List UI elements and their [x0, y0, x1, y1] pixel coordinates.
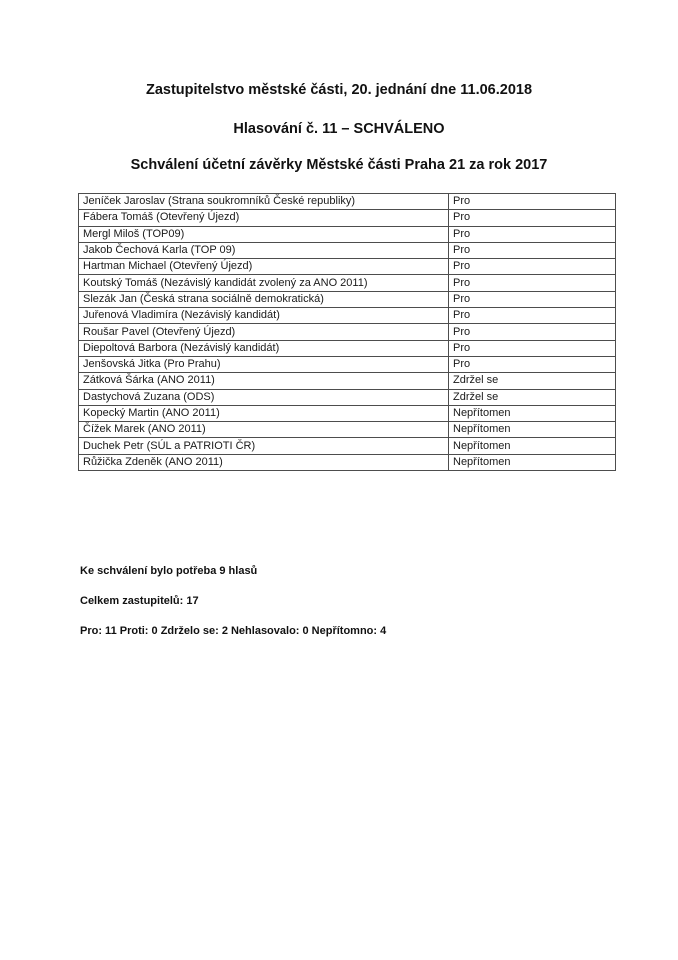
- table-row: [79, 194, 616, 210]
- member-name-cell: Mergl Miloš (TOP09): [79, 226, 449, 242]
- vote-table: [78, 193, 616, 471]
- vote-cell: Pro: [449, 275, 616, 291]
- vote-cell: Nepřítomen: [449, 438, 616, 454]
- vote-cell: Pro: [449, 210, 616, 226]
- member-name-cell: Hartman Michael (Otevřený Újezd): [79, 259, 449, 275]
- table-row: [79, 275, 616, 291]
- vote-cell: Pro: [449, 259, 616, 275]
- member-name-cell: Jeníček Jaroslav (Strana soukromníků České republiky): [79, 194, 449, 210]
- member-name-cell: Jakob Čechová Karla (TOP 09): [79, 242, 449, 258]
- required-votes-line: Ke schválení bylo potřeba 9 hlasů: [80, 565, 258, 577]
- vote-summary: [80, 565, 640, 655]
- vote-cell: Zdržel se: [449, 373, 616, 389]
- vote-cell: Pro: [449, 291, 616, 307]
- member-name-cell: Růžička Zdeněk (ANO 2011): [79, 454, 449, 470]
- vote-cell: Pro: [449, 340, 616, 356]
- table-row: [79, 389, 616, 405]
- member-name-cell: Jenšovská Jitka (Pro Prahu): [79, 356, 449, 372]
- table-row: [79, 291, 616, 307]
- member-name-cell: Diepoltová Barbora (Nezávislý kandidát): [79, 340, 449, 356]
- member-name-cell: Slezák Jan (Česká strana sociálně demokratická): [79, 291, 449, 307]
- table-row: [79, 259, 616, 275]
- member-name-cell: Juřenová Vladimíra (Nezávislý kandidát): [79, 308, 449, 324]
- vote-cell: Pro: [449, 194, 616, 210]
- vote-cell: Nepřítomen: [449, 422, 616, 438]
- vote-cell: Pro: [449, 308, 616, 324]
- vote-cell: Zdržel se: [449, 389, 616, 405]
- vote-cell: Nepřítomen: [449, 405, 616, 421]
- table-row: [79, 242, 616, 258]
- table-row: [79, 324, 616, 340]
- vote-cell: Pro: [449, 242, 616, 258]
- member-name-cell: Dastychová Zuzana (ODS): [79, 389, 449, 405]
- member-name-cell: Čížek Marek (ANO 2011): [79, 422, 449, 438]
- member-name-cell: Roušar Pavel (Otevřený Újezd): [79, 324, 449, 340]
- table-row: [79, 210, 616, 226]
- vote-cell: Pro: [449, 324, 616, 340]
- vote-subject-title: Schválení účetní závěrky Městské části Praha 21 za rok 2017: [130, 157, 548, 173]
- table-row: [79, 454, 616, 470]
- table-row: [79, 356, 616, 372]
- member-name-cell: Kopecký Martin (ANO 2011): [79, 405, 449, 421]
- member-name-cell: Zátková Šárka (ANO 2011): [79, 373, 449, 389]
- vote-cell: Pro: [449, 356, 616, 372]
- vote-counts-line: Pro: 11 Proti: 0 Zdrželo se: 2 Nehlasovalo: 0 Nepřítomno: 4: [80, 625, 387, 637]
- vote-cell: Pro: [449, 226, 616, 242]
- table-row: [79, 308, 616, 324]
- member-name-cell: Koutský Tomáš (Nezávislý kandidát zvolený za ANO 2011): [79, 275, 449, 291]
- table-row: [79, 438, 616, 454]
- table-row: [79, 373, 616, 389]
- table-row: [79, 405, 616, 421]
- vote-table-body: [79, 194, 616, 471]
- table-row: [79, 422, 616, 438]
- table-row: [79, 340, 616, 356]
- member-name-cell: Duchek Petr (SÚL a PATRIOTI ČR): [79, 438, 449, 454]
- vote-cell: Nepřítomen: [449, 454, 616, 470]
- vote-number-result-title: Hlasování č. 11 – SCHVÁLENO: [233, 121, 445, 137]
- member-name-cell: Fábera Tomáš (Otevřený Újezd): [79, 210, 449, 226]
- total-members-line: Celkem zastupitelů: 17: [80, 595, 199, 607]
- meeting-title: Zastupitelstvo městské části, 20. jednání dne 11.06.2018: [145, 82, 533, 98]
- table-row: [79, 226, 616, 242]
